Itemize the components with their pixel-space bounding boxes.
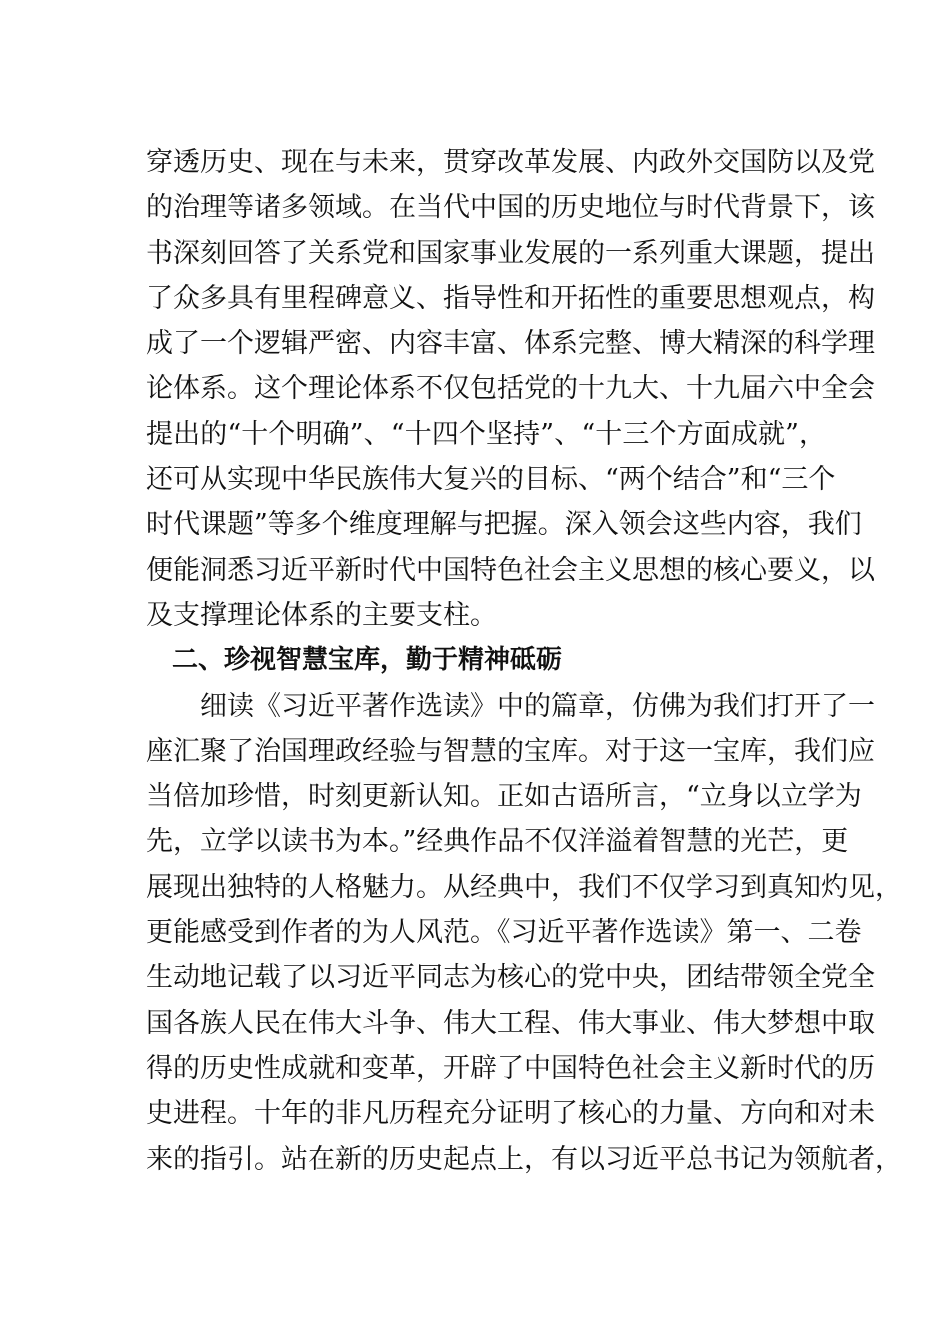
paragraph-line: 及支撑理论体系的主要支柱。 bbox=[146, 599, 497, 631]
paragraph-line: 先，立学以读书为本。”经典作品不仅洋溢着智慧的光芒，更 bbox=[146, 826, 849, 858]
paragraph-line: 更能感受到作者的为人风范。《习近平著作选读》第一、二卷 bbox=[146, 917, 862, 949]
paragraph-line: 座汇聚了治国理政经验与智慧的宝库。对于这一宝库，我们应 bbox=[146, 735, 875, 767]
section-heading: 二、珍视智慧宝库，勤于精神砥砺 bbox=[172, 645, 563, 676]
paragraph-line: 穿透历史、现在与未来，贯穿改革发展、内政外交国防以及党 bbox=[146, 147, 875, 178]
paragraph-line: 提出的“十个明确”、“十四个坚持”、“十三个方面成就”， bbox=[146, 418, 826, 450]
paragraph-line: 当倍加珍惜，时刻更新认知。正如古语所言，“立身以立学为 bbox=[146, 781, 862, 813]
paragraph-line: 史进程。十年的非凡历程充分证明了核心的力量、方向和对未 bbox=[146, 1098, 875, 1130]
paragraph-line: 了众多具有里程碑意义、指导性和开拓性的重要思想观点，构 bbox=[146, 282, 875, 314]
paragraph-line: 的治理等诸多领域。在当代中国的历史地位与时代背景下，该 bbox=[146, 192, 875, 224]
paragraph-line: 得的历史性成就和变革，开辟了中国特色社会主义新时代的历 bbox=[146, 1052, 875, 1084]
paragraph-line: 时代课题”等多个维度理解与把握。深入领会这些内容，我们 bbox=[146, 509, 862, 541]
paragraph-line: 书深刻回答了关系党和国家事业发展的一系列重大课题，提出 bbox=[146, 237, 875, 269]
paragraph-line: 国各族人民在伟大斗争、伟大工程、伟大事业、伟大梦想中取 bbox=[146, 1007, 875, 1039]
document-body bbox=[146, 140, 902, 1182]
paragraph-line: 还可从实现中华民族伟大复兴的目标、“两个结合”和“三个 bbox=[146, 464, 836, 496]
paragraph-line: 便能洞悉习近平新时代中国特色社会主义思想的核心要义，以 bbox=[146, 554, 875, 586]
paragraph-line: 生动地记载了以习近平同志为核心的党中央，团结带领全党全 bbox=[146, 962, 875, 994]
paragraph-2 bbox=[146, 684, 902, 1182]
paragraph-line: 细读《习近平著作选读》中的篇章，仿佛为我们打开了一 bbox=[200, 690, 875, 722]
paragraph-line: 展现出独特的人格魅力。从经典中，我们不仅学习到真知灼见， bbox=[146, 871, 902, 903]
paragraph-line: 论体系。这个理论体系不仅包括党的十九大、十九届六中全会 bbox=[146, 373, 875, 405]
paragraph-line: 成了一个逻辑严密、内容丰富、体系完整、博大精深的科学理 bbox=[146, 328, 875, 360]
paragraph-1 bbox=[146, 140, 875, 638]
paragraph-line: 来的指引。站在新的历史起点上，有以习近平总书记为领航者， bbox=[146, 1143, 902, 1175]
